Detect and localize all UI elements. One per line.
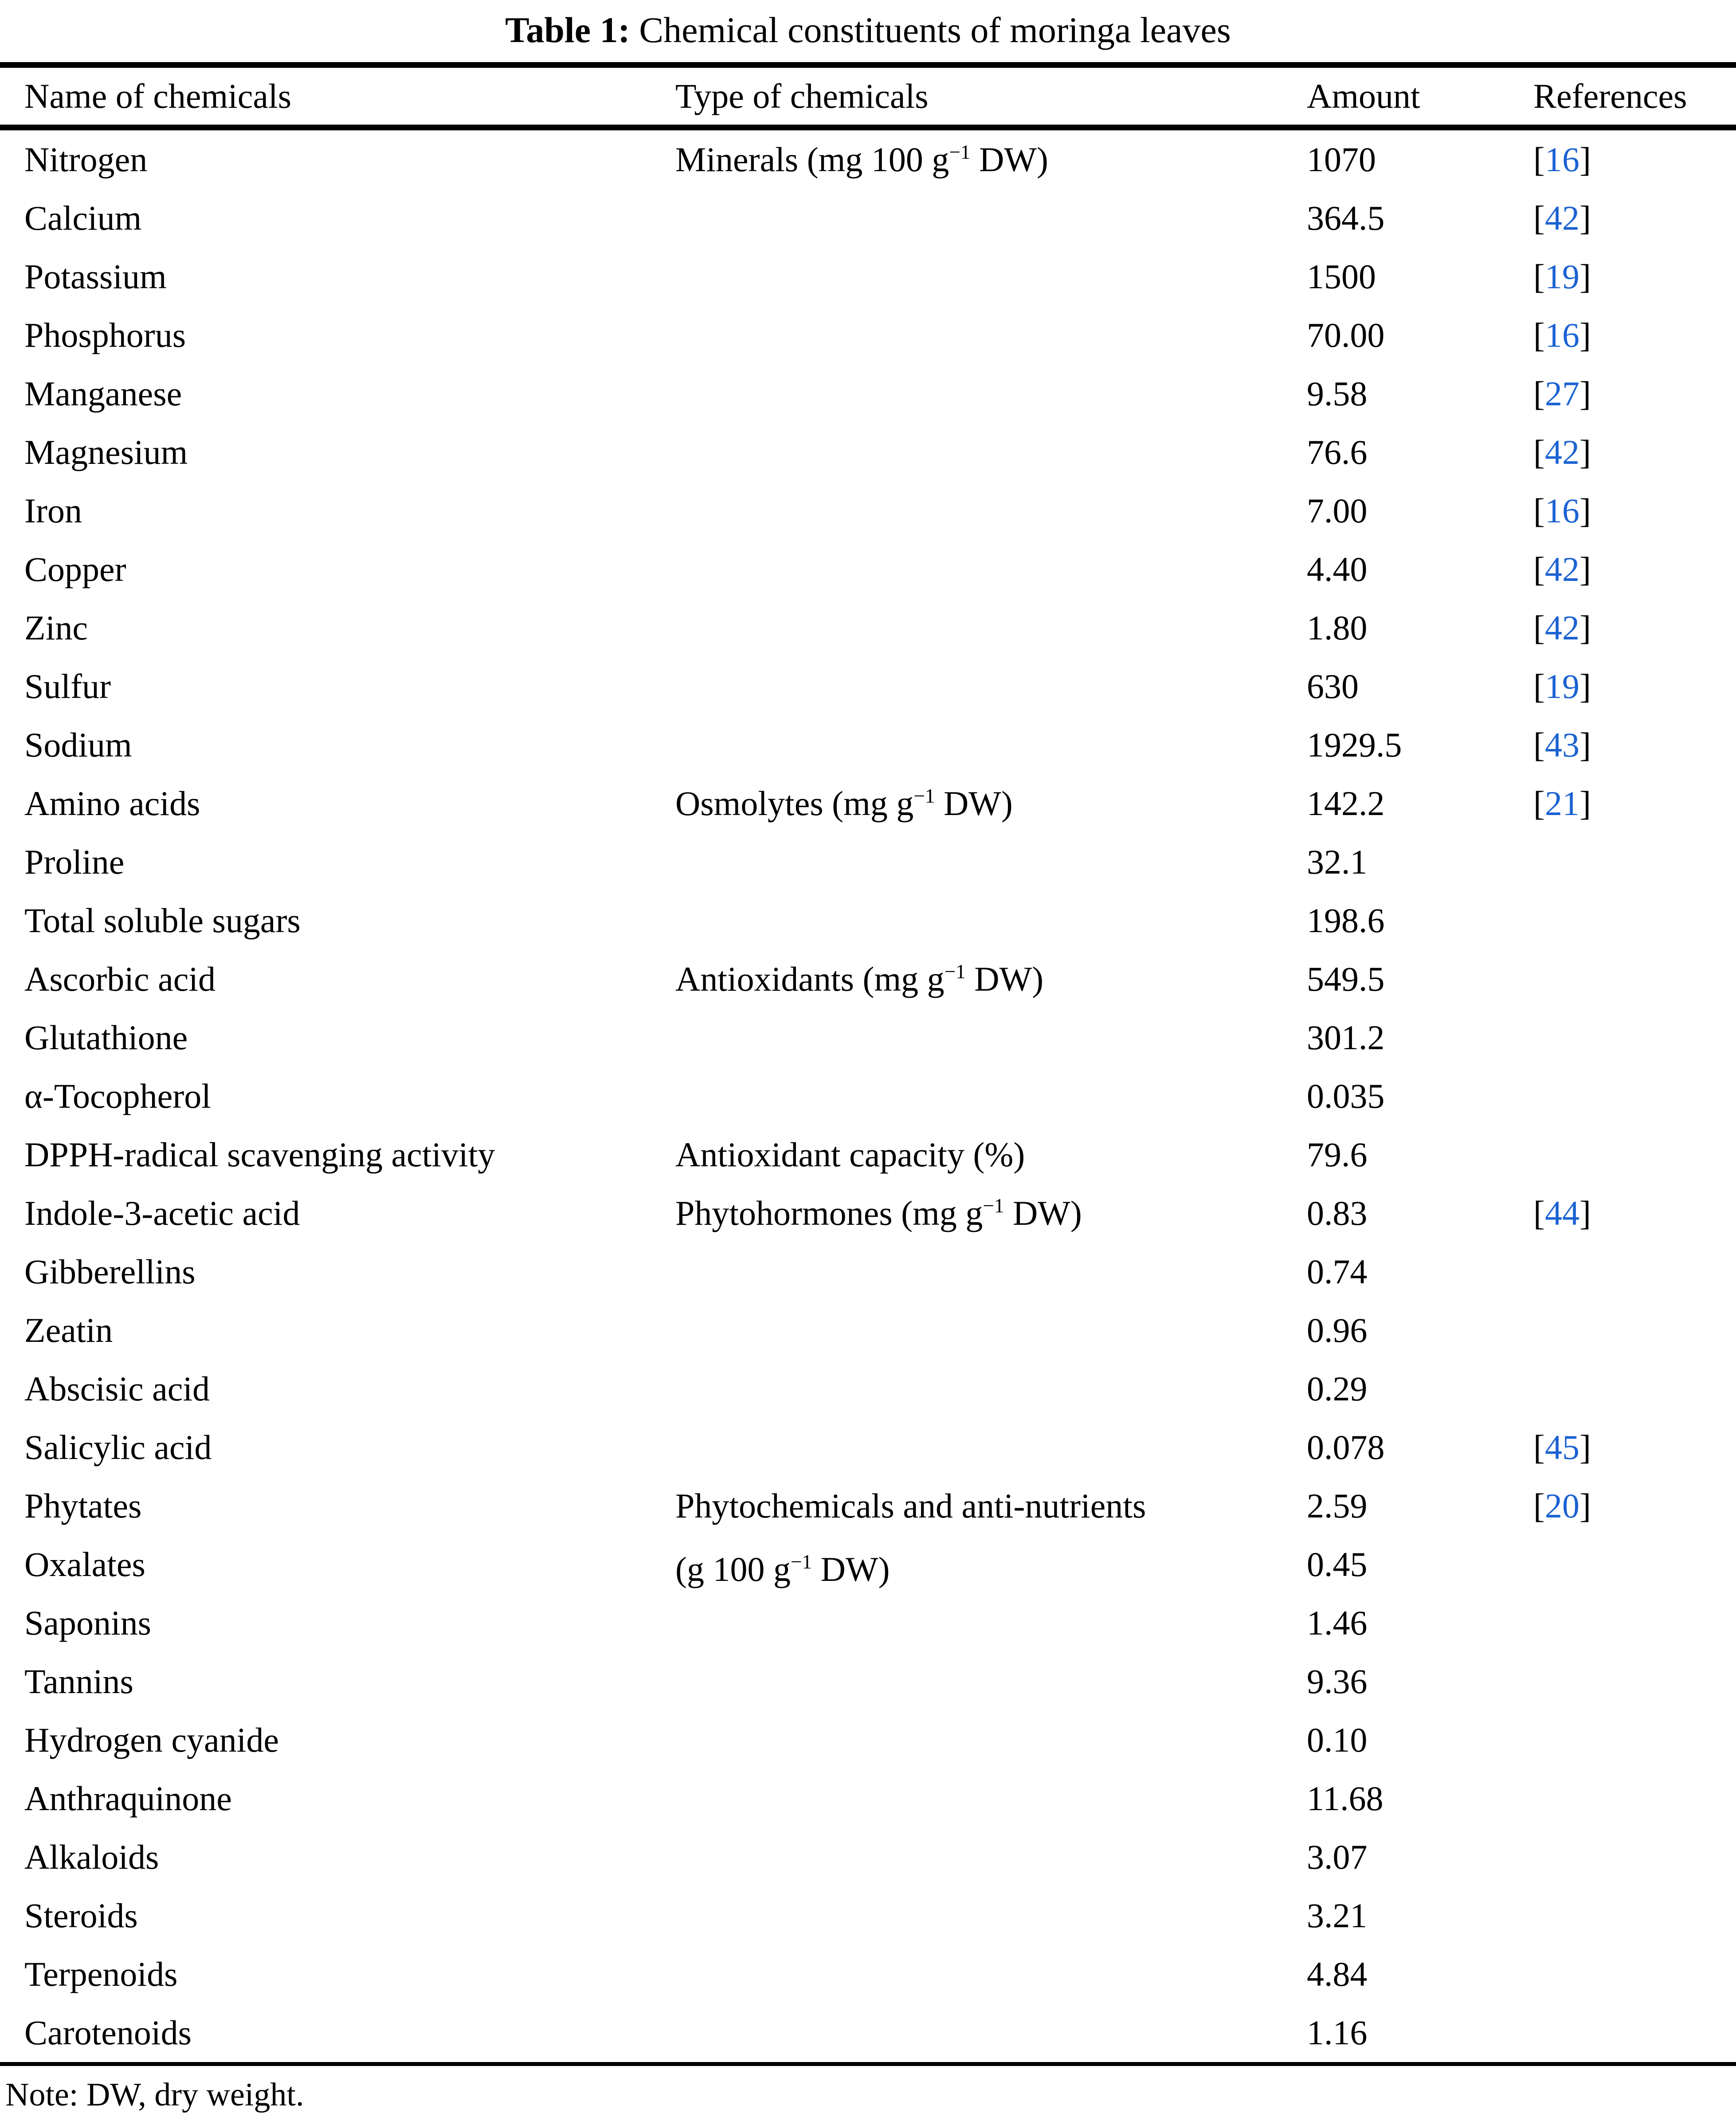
chemical-type-cell — [675, 1886, 1307, 1945]
chemical-name-cell: Abscisic acid — [24, 1369, 210, 1408]
reference-link[interactable]: 43 — [1544, 725, 1579, 764]
chemical-name-cell: Ascorbic acid — [24, 960, 216, 998]
chemical-type-cell — [675, 1594, 1307, 1652]
type-text: Antioxidant capacity (%) — [675, 1135, 1025, 1174]
reference-cell — [1533, 1711, 1736, 1769]
chemical-type-cell — [675, 423, 1307, 482]
reference-bracket-open: [ — [1533, 433, 1545, 471]
chemical-name-cell: Phytates — [24, 1486, 142, 1525]
reference-cell — [1533, 1828, 1736, 1886]
chemical-type-cell — [675, 1301, 1307, 1360]
reference-bracket-close: ] — [1579, 725, 1591, 764]
chemical-name-cell: Anthraquinone — [24, 1779, 232, 1818]
reference-bracket-open: [ — [1533, 725, 1545, 764]
reference-bracket-close: ] — [1579, 433, 1591, 471]
amount-cell: 2.59 — [1307, 1486, 1368, 1525]
reference-cell — [1533, 774, 1736, 833]
chemical-type-cell — [675, 1008, 1307, 1067]
type-unit-superscript: −1 — [790, 1550, 812, 1573]
reference-bracket-open: [ — [1533, 374, 1545, 413]
reference-bracket-open: [ — [1533, 140, 1545, 179]
chemical-type-cell — [675, 1945, 1307, 2003]
reference-link[interactable]: 44 — [1544, 1194, 1579, 1232]
reference-bracket-open: [ — [1533, 316, 1545, 354]
chemical-type-line1 — [675, 1125, 1307, 1189]
reference-bracket-close: ] — [1579, 784, 1591, 823]
chemical-type-cell — [675, 657, 1307, 716]
chemical-name-cell: Oxalates — [24, 1545, 145, 1584]
chemical-name-cell: Glutathione — [24, 1018, 188, 1057]
amount-cell: 7.00 — [1307, 491, 1368, 530]
reference-bracket-open: [ — [1533, 1194, 1545, 1232]
chemical-name-cell: Zeatin — [24, 1311, 113, 1349]
reference-link[interactable]: 16 — [1544, 316, 1579, 354]
reference-bracket-open: [ — [1533, 491, 1545, 530]
table-body — [0, 130, 1736, 2062]
chemical-type-cell — [675, 774, 1307, 833]
chemical-type-cell — [675, 1184, 1307, 1243]
amount-cell: 198.6 — [1307, 901, 1385, 940]
chemical-type-cell — [675, 1067, 1307, 1125]
table-caption-label: Table 1: — [505, 10, 630, 50]
reference-cell — [1533, 1886, 1736, 1945]
chemical-name-cell: Alkaloids — [24, 1838, 159, 1876]
reference-cell — [1533, 599, 1736, 657]
table-footnote: Note: DW, dry weight. — [5, 2077, 304, 2113]
type-text: Antioxidants (mg g — [675, 960, 944, 998]
type-text-after-superscript: DW) — [812, 1550, 890, 1588]
chemical-name-cell: Salicylic acid — [24, 1428, 212, 1466]
reference-link[interactable]: 20 — [1544, 1486, 1579, 1525]
amount-cell: 0.035 — [1307, 1077, 1385, 1115]
amount-cell: 32.1 — [1307, 843, 1368, 881]
type-text-after-superscript: DW) — [970, 140, 1048, 179]
amount-cell: 4.84 — [1307, 1955, 1368, 1993]
chemical-type-cell — [675, 891, 1307, 950]
amount-cell: 4.40 — [1307, 550, 1368, 588]
reference-cell — [1533, 1184, 1736, 1243]
reference-bracket-open: [ — [1533, 257, 1545, 296]
chemical-name-cell: Tannins — [24, 1662, 133, 1701]
reference-bracket-open: [ — [1533, 1486, 1545, 1525]
chemical-name-cell: DPPH-radical scavenging activity — [24, 1135, 495, 1174]
type-text: Phytochemicals and anti-nutrients — [675, 1486, 1146, 1525]
chemical-name-cell: Saponins — [24, 1603, 152, 1642]
chemical-name-cell: Sodium — [24, 725, 132, 764]
chemical-type-cell — [675, 189, 1307, 247]
reference-bracket-close: ] — [1579, 316, 1591, 354]
reference-cell — [1533, 482, 1736, 540]
chemical-type-line1 — [675, 774, 1307, 838]
chemical-type-cell — [675, 1535, 1307, 1594]
table-caption-text: Chemical constituents of moringa leaves — [639, 10, 1231, 50]
amount-cell: 76.6 — [1307, 433, 1368, 471]
column-header-type-of-chemicals: Type of chemicals — [675, 77, 929, 115]
type-text-after-superscript: DW) — [1004, 1194, 1082, 1232]
amount-cell: 1070 — [1307, 140, 1376, 179]
chemical-type-cell — [675, 130, 1307, 189]
reference-cell — [1533, 189, 1736, 247]
reference-bracket-open: [ — [1533, 784, 1545, 823]
chemical-type-cell — [675, 1125, 1307, 1184]
amount-cell: 0.74 — [1307, 1252, 1368, 1291]
reference-bracket-close: ] — [1579, 1486, 1591, 1525]
reference-cell — [1533, 247, 1736, 306]
reference-cell — [1533, 365, 1736, 423]
reference-cell — [1533, 950, 1736, 1008]
chemical-name-cell: Calcium — [24, 199, 142, 237]
chemical-type-cell — [675, 1418, 1307, 1477]
chemical-type-cell — [675, 716, 1307, 774]
reference-cell — [1533, 1243, 1736, 1301]
table-caption — [0, 4, 1736, 57]
reference-bracket-close: ] — [1579, 667, 1591, 706]
amount-cell: 364.5 — [1307, 199, 1385, 237]
reference-link[interactable]: 21 — [1544, 784, 1579, 823]
amount-cell: 3.07 — [1307, 1838, 1368, 1876]
reference-bracket-open: [ — [1533, 608, 1545, 647]
chemical-name-cell: Hydrogen cyanide — [24, 1721, 279, 1759]
reference-cell — [1533, 1535, 1736, 1594]
chemical-name-cell: Sulfur — [24, 667, 111, 706]
column-header-references: References — [1533, 77, 1687, 115]
column-header-name-of-chemicals: Name of chemicals — [24, 77, 292, 115]
reference-bracket-open: [ — [1533, 199, 1545, 237]
type-unit-superscript: −1 — [913, 784, 935, 807]
chemical-type-line1 — [675, 950, 1307, 1013]
chemical-type-cell — [675, 540, 1307, 599]
type-text: (g 100 g — [675, 1550, 791, 1588]
table-top-rule — [0, 62, 1736, 68]
reference-bracket-open: [ — [1533, 667, 1545, 706]
reference-bracket-close: ] — [1579, 608, 1591, 647]
reference-cell — [1533, 716, 1736, 774]
table-header-rule — [0, 125, 1736, 130]
reference-cell — [1533, 1945, 1736, 2003]
chemical-name-cell: Zinc — [24, 608, 88, 647]
chemical-name-cell: Gibberellins — [24, 1252, 196, 1291]
type-text: Osmolytes (mg g — [675, 784, 914, 823]
chemical-name-cell: Phosphorus — [24, 316, 186, 354]
chemical-type-cell — [675, 1828, 1307, 1886]
chemical-name-cell: Indole-3-acetic acid — [24, 1194, 300, 1232]
table-bottom-rule — [0, 2062, 1736, 2066]
chemical-type-cell — [675, 1243, 1307, 1301]
reference-bracket-close: ] — [1579, 1194, 1591, 1232]
amount-cell: 0.29 — [1307, 1369, 1368, 1408]
amount-cell: 70.00 — [1307, 316, 1385, 354]
chemical-name-cell: Terpenoids — [24, 1955, 178, 1993]
amount-cell: 0.45 — [1307, 1545, 1368, 1584]
table-header-row — [0, 68, 1736, 125]
chemical-name-cell: Amino acids — [24, 784, 200, 823]
amount-cell: 79.6 — [1307, 1135, 1368, 1174]
chemical-name-cell: Nitrogen — [24, 140, 148, 179]
reference-link[interactable]: 19 — [1544, 667, 1579, 706]
type-unit-superscript: −1 — [983, 1194, 1004, 1217]
reference-bracket-close: ] — [1579, 199, 1591, 237]
reference-cell — [1533, 833, 1736, 891]
amount-cell: 9.36 — [1307, 1662, 1368, 1701]
chemical-type-line1 — [675, 1184, 1307, 1247]
reference-cell — [1533, 540, 1736, 599]
amount-cell: 1500 — [1307, 257, 1376, 296]
chemical-name-cell: Manganese — [24, 374, 182, 413]
reference-cell — [1533, 1125, 1736, 1184]
reference-bracket-close: ] — [1579, 550, 1591, 588]
type-unit-superscript: −1 — [949, 141, 971, 163]
chemical-type-cell — [675, 482, 1307, 540]
chemical-name-cell: α-Tocopherol — [24, 1077, 211, 1115]
amount-cell: 11.68 — [1307, 1779, 1383, 1818]
chemical-type-cell — [675, 1477, 1307, 1588]
reference-cell — [1533, 1769, 1736, 1828]
type-unit-superscript: −1 — [944, 960, 966, 983]
amount-cell: 1929.5 — [1307, 725, 1402, 764]
chemical-name-cell: Copper — [24, 550, 126, 588]
amount-cell: 301.2 — [1307, 1018, 1385, 1057]
amount-cell: 0.10 — [1307, 1721, 1368, 1759]
type-text-after-superscript: DW) — [935, 784, 1013, 823]
reference-link[interactable]: 27 — [1544, 374, 1579, 413]
reference-link[interactable]: 42 — [1544, 608, 1579, 647]
chemical-type-cell — [675, 1711, 1307, 1769]
reference-cell — [1533, 657, 1736, 716]
reference-cell — [1533, 1418, 1736, 1477]
amount-cell: 0.96 — [1307, 1311, 1368, 1349]
chemical-type-line1 — [675, 1477, 1307, 1540]
reference-link[interactable]: 42 — [1544, 433, 1579, 471]
reference-cell — [1533, 130, 1736, 189]
amount-cell: 9.58 — [1307, 374, 1368, 413]
chemical-name-cell: Potassium — [24, 257, 167, 296]
reference-bracket-close: ] — [1579, 257, 1591, 296]
reference-cell — [1533, 891, 1736, 950]
reference-bracket-open: [ — [1533, 550, 1545, 588]
type-text-after-superscript: DW) — [965, 960, 1044, 998]
amount-cell: 142.2 — [1307, 784, 1385, 823]
reference-cell — [1533, 1477, 1736, 1535]
reference-bracket-open: [ — [1533, 1428, 1545, 1466]
chemical-type-cell — [675, 1652, 1307, 1711]
reference-bracket-close: ] — [1579, 1428, 1591, 1466]
chemical-type-cell — [675, 1769, 1307, 1828]
chemical-type-cell — [675, 306, 1307, 365]
amount-cell: 0.83 — [1307, 1194, 1368, 1232]
reference-cell — [1533, 423, 1736, 482]
reference-cell — [1533, 2003, 1736, 2062]
reference-link[interactable]: 45 — [1544, 1428, 1579, 1466]
chemical-type-cell — [675, 950, 1307, 1008]
type-text: Minerals (mg 100 g — [675, 140, 949, 179]
type-text: Phytohormones (mg g — [675, 1194, 983, 1232]
amount-cell: 1.46 — [1307, 1603, 1368, 1642]
amount-cell: 0.078 — [1307, 1428, 1385, 1466]
chemical-type-cell — [675, 247, 1307, 306]
column-header-amount: Amount — [1307, 77, 1420, 115]
amount-cell: 549.5 — [1307, 960, 1385, 998]
chemical-type-cell — [675, 599, 1307, 657]
reference-link[interactable]: 42 — [1544, 550, 1579, 588]
reference-cell — [1533, 1594, 1736, 1652]
reference-cell — [1533, 1652, 1736, 1711]
chemical-name-cell: Total soluble sugars — [24, 901, 301, 940]
reference-bracket-close: ] — [1579, 140, 1591, 179]
reference-link[interactable]: 19 — [1544, 257, 1579, 296]
reference-cell — [1533, 306, 1736, 365]
reference-cell — [1533, 1360, 1736, 1418]
reference-cell — [1533, 1067, 1736, 1125]
chemical-type-cell — [675, 1360, 1307, 1418]
chemical-type-line1 — [675, 130, 1307, 194]
chemical-name-cell: Steroids — [24, 1896, 138, 1935]
reference-link[interactable]: 16 — [1544, 140, 1579, 179]
reference-link[interactable]: 16 — [1544, 491, 1579, 530]
amount-cell: 3.21 — [1307, 1896, 1368, 1935]
chemical-name-cell: Carotenoids — [24, 2013, 192, 2052]
amount-cell: 1.80 — [1307, 608, 1368, 647]
amount-cell: 630 — [1307, 667, 1359, 706]
chemical-type-cell — [675, 833, 1307, 891]
reference-cell — [1533, 1301, 1736, 1360]
chemical-type-cell — [675, 365, 1307, 423]
chemical-type-cell — [675, 2003, 1307, 2062]
chemical-name-cell: Proline — [24, 843, 125, 881]
reference-link[interactable]: 42 — [1544, 199, 1579, 237]
reference-bracket-close: ] — [1579, 491, 1591, 530]
reference-cell — [1533, 1008, 1736, 1067]
chemical-name-cell: Magnesium — [24, 433, 188, 471]
amount-cell: 1.16 — [1307, 2013, 1368, 2052]
reference-bracket-close: ] — [1579, 374, 1591, 413]
chemical-name-cell: Iron — [24, 491, 82, 530]
